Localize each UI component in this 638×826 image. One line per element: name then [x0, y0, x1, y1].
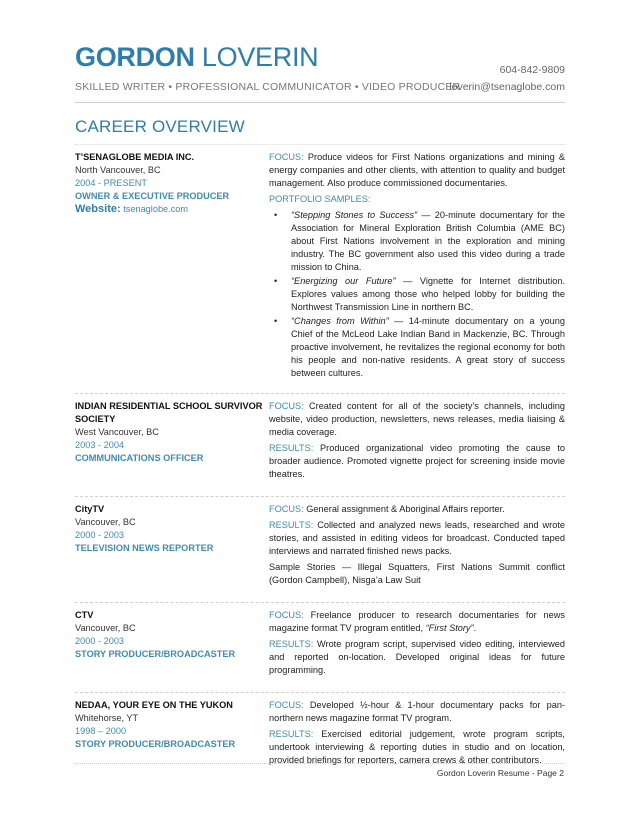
entry-location: Vancouver, BC	[75, 623, 136, 633]
focus-paragraph	[269, 609, 565, 635]
entry-dates: 2000 - 2003	[75, 530, 125, 540]
results-paragraph	[269, 728, 565, 767]
portfolio-sample	[274, 315, 565, 380]
entry-role: OWNER & EXECUTIVE PRODUCER	[75, 191, 230, 201]
website-line	[75, 203, 265, 216]
page-footer: Gordon Loverin Resume - Page 2	[436, 768, 564, 778]
career-entry	[75, 602, 565, 692]
entry-dates: 1998 – 2000	[75, 726, 127, 736]
entry-location: Vancouver, BC	[75, 517, 136, 527]
email-address: loverin@tsenaglobe.com	[449, 81, 565, 93]
sample-text: — 20-minute documentary for the Association for Mineral Exploration British Columbia (AME BC) about First Nations involvement in the exploration and mining industry. The BC government also used this video during a trade mission to China.	[291, 210, 565, 272]
sample-title: “Stepping Stones to Success”	[291, 210, 418, 220]
section-title: CAREER OVERVIEW	[75, 117, 245, 136]
focus-text: General assignment & Aboriginal Affairs reporter.	[306, 504, 505, 514]
entry-role: STORY PRODUCER/BROADCASTER	[75, 649, 236, 659]
sample-title: “Changes from Within”	[291, 316, 389, 326]
header-divider	[75, 102, 565, 103]
entry-meta	[75, 503, 265, 590]
results-text: Collected and analyzed news leads, researched and wrote stories, and assisted in editing videos for broadcast. Conducted taped interviews and narrated finished news packs.	[269, 520, 565, 556]
focus-label: FOCUS:	[269, 504, 304, 514]
professional-subtitle: SKILLED WRITER • PROFESSIONAL COMMUNICATOR • VIDEO PRODUCER	[75, 81, 461, 93]
portfolio-samples-label: PORTFOLIO SAMPLES:	[269, 194, 371, 204]
entry-dates: 2000 - 2003	[75, 636, 125, 646]
focus-text: Produce videos for First Nations organizations and mining & energy companies and other clients, with attention to quality and budget management. Also produce commissioned documentaries.	[269, 152, 565, 188]
results-paragraph	[269, 519, 565, 558]
entry-details	[269, 609, 565, 680]
results-text: Wrote program script, supervised video editing, interviewed and reported on-location. Developed original ideas for future programming.	[269, 639, 565, 675]
career-entry	[75, 144, 565, 393]
resume-name	[75, 42, 318, 73]
sample-stories-paragraph: Sample Stories — Illegal Squatters, First Nations Summit conflict (Gordon Campbell), Nisga’a Law Suit	[269, 562, 565, 585]
results-paragraph	[269, 638, 565, 677]
sample-text: — Vignette for Internet distribution. Explores values among those who helped lobby for building the Northwest Transmission Line in northern BC.	[291, 276, 566, 312]
organization-name: CTV	[75, 610, 94, 620]
focus-end: .	[473, 623, 477, 633]
results-text: Exercised editorial judgement, wrote program scripts, undertook interviewing & reporting duties in studio and on location, provided briefings for reporters, camera crews & other contributors.	[269, 729, 565, 765]
entry-meta	[75, 151, 265, 381]
sample-text: — 14-minute documentary on a young Chief of the McLeod Lake Indian Band in Mackenzie, BC. Through proactive involvement, he revitalizes the regional economy for both his people and non-native residents. A great story of success between cultures.	[291, 316, 565, 378]
portfolio-samples-list	[269, 209, 565, 380]
career-entry	[75, 393, 565, 496]
organization-name: CityTV	[75, 504, 105, 514]
bullet-icon: •	[274, 210, 278, 220]
focus-paragraph	[269, 503, 565, 516]
entry-meta	[75, 609, 265, 680]
organization-name: T’SENAGLOBE MEDIA INC.	[75, 152, 195, 162]
focus-text: Created content for all of the society’s channels, including website, video production, newsletters, news releases, media liaising & media coverage.	[269, 401, 565, 437]
last-name: LOVERIN	[201, 42, 319, 72]
results-paragraph	[269, 442, 565, 481]
bullet-icon: •	[274, 276, 278, 286]
focus-paragraph	[269, 699, 565, 725]
first-name: GORDON	[75, 42, 195, 72]
footer-divider	[75, 763, 565, 764]
program-title: “First Story”	[425, 623, 474, 633]
entry-dates: 2003 - 2004	[75, 440, 125, 450]
entry-role: COMMUNICATIONS OFFICER	[75, 453, 204, 463]
career-entry	[75, 496, 565, 602]
phone-number: 604-842-9809	[499, 64, 565, 76]
results-label: RESULTS:	[269, 729, 314, 739]
entry-details	[269, 503, 565, 590]
entry-meta	[75, 699, 265, 770]
results-label: RESULTS:	[269, 639, 314, 649]
entry-details	[269, 699, 565, 770]
organization-name: INDIAN RESIDENTIAL SCHOOL SURVIVOR SOCIETY	[75, 401, 263, 424]
entry-location: North Vancouver, BC	[75, 165, 161, 175]
focus-label: FOCUS:	[269, 152, 304, 162]
entry-role: TELEVISION NEWS REPORTER	[75, 543, 214, 553]
organization-name: NEDAA, YOUR EYE ON THE YUKON	[75, 700, 233, 710]
focus-text: Developed ½-hour & 1-hour documentary packs for pan-northern news magazine format TV program.	[269, 700, 565, 723]
results-text: Produced organizational video promoting the cause to broader audience. Promoted vignette project for screening inside movie theatres.	[269, 443, 565, 479]
website-link[interactable]: tsenaglobe.com	[123, 204, 189, 214]
entry-location: Whitehorse, YT	[75, 713, 139, 723]
focus-label: FOCUS:	[269, 700, 304, 710]
focus-label: FOCUS:	[269, 610, 304, 620]
website-label: Website:	[75, 203, 121, 215]
portfolio-sample	[274, 275, 566, 314]
focus-label: FOCUS:	[269, 401, 304, 411]
entry-dates: 2004 - PRESENT	[75, 178, 147, 188]
entry-meta	[75, 400, 265, 484]
entry-location: West Vancouver, BC	[75, 427, 159, 437]
bullet-icon: •	[274, 316, 278, 326]
entry-role: STORY PRODUCER/BROADCASTER	[75, 739, 236, 749]
entry-details	[269, 151, 565, 381]
sample-title: “Energizing our Future”	[291, 276, 396, 286]
portfolio-sample	[274, 209, 565, 274]
focus-paragraph	[269, 400, 565, 439]
results-label: RESULTS:	[269, 520, 314, 530]
entry-details	[269, 400, 565, 484]
career-entries	[75, 144, 565, 782]
focus-paragraph	[269, 151, 565, 190]
focus-text: Freelance producer to research documentaries for news magazine format TV program entitled,	[269, 610, 565, 633]
results-label: RESULTS:	[269, 443, 314, 453]
